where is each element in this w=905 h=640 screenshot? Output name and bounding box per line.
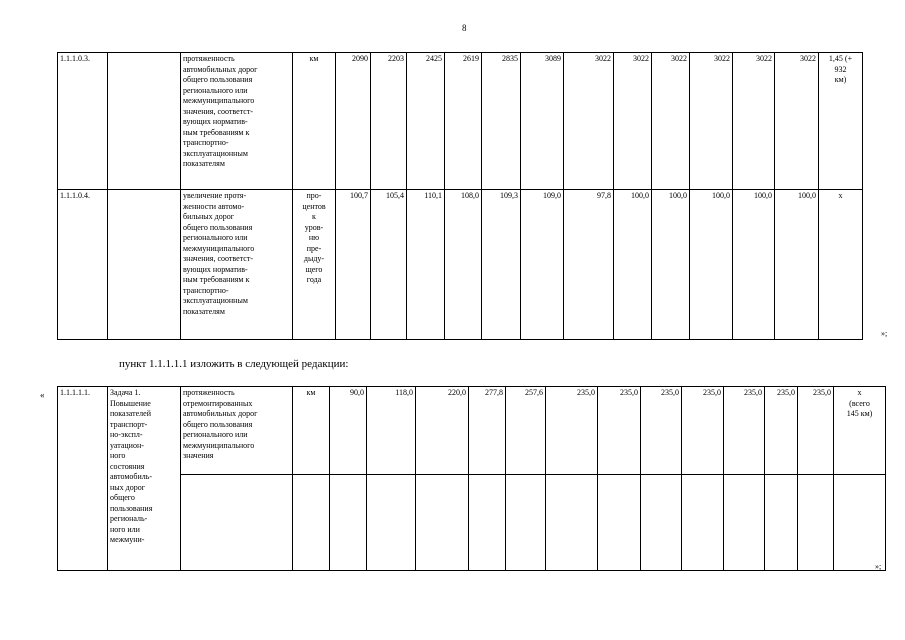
row-value: 2835 xyxy=(482,53,521,190)
row-value: 3022 xyxy=(652,53,690,190)
row-total: х xyxy=(819,190,863,340)
table-row xyxy=(58,53,863,190)
row-value: 3022 xyxy=(690,53,733,190)
row-value: 2090 xyxy=(336,53,371,190)
row-value: 2619 xyxy=(445,53,482,190)
row-value: 3022 xyxy=(614,53,652,190)
row-value: 108,0 xyxy=(445,190,482,340)
empty-cell xyxy=(416,475,469,571)
row-total: 1,45 (+ 932 км) xyxy=(819,53,863,190)
row-value: 235,0 xyxy=(724,387,765,475)
row-unit: км xyxy=(293,53,336,190)
row-unit: про- центов к уров- ню пре- дыду- щего года xyxy=(293,190,336,340)
empty-cell xyxy=(330,475,367,571)
row-total: х (всего 145 км) xyxy=(834,387,886,475)
row-value: 105,4 xyxy=(371,190,407,340)
table-row xyxy=(58,387,886,475)
opening-quote: « xyxy=(40,390,45,400)
empty-cell xyxy=(798,475,834,571)
row-value: 97,8 xyxy=(564,190,614,340)
row-task xyxy=(108,190,181,340)
row-value: 109,3 xyxy=(482,190,521,340)
empty-cell xyxy=(506,475,546,571)
row-code: 1.1.1.0.4. xyxy=(58,190,108,340)
page-number: 8 xyxy=(462,23,467,33)
row-value: 235,0 xyxy=(682,387,724,475)
row-value: 100,0 xyxy=(652,190,690,340)
row-value: 235,0 xyxy=(641,387,682,475)
row-value: 3089 xyxy=(521,53,564,190)
row-value: 3022 xyxy=(564,53,614,190)
row-value: 90,0 xyxy=(330,387,367,475)
row-value: 109,0 xyxy=(521,190,564,340)
row-value: 257,6 xyxy=(506,387,546,475)
row-value: 100,0 xyxy=(733,190,775,340)
row-value: 3022 xyxy=(733,53,775,190)
row-value: 100,0 xyxy=(614,190,652,340)
row-value: 100,0 xyxy=(690,190,733,340)
row-value: 3022 xyxy=(775,53,819,190)
table-row xyxy=(58,190,863,340)
row-value: 235,0 xyxy=(598,387,641,475)
empty-cell xyxy=(367,475,416,571)
empty-cell xyxy=(724,475,765,571)
row-value: 2425 xyxy=(407,53,445,190)
closing-quote: »; xyxy=(875,562,882,571)
indicators-table-top xyxy=(57,52,863,340)
empty-cell xyxy=(181,475,293,571)
empty-cell xyxy=(293,475,330,571)
indicators-table-bottom xyxy=(57,386,886,571)
row-value: 100,7 xyxy=(336,190,371,340)
row-value: 235,0 xyxy=(798,387,834,475)
row-unit: км xyxy=(293,387,330,475)
row-value: 277,8 xyxy=(469,387,506,475)
empty-cell xyxy=(598,475,641,571)
table-row xyxy=(58,475,886,571)
row-task xyxy=(108,53,181,190)
row-value: 100,0 xyxy=(775,190,819,340)
row-code: 1.1.1.0.3. xyxy=(58,53,108,190)
closing-quote: »; xyxy=(881,329,888,338)
row-value: 110,1 xyxy=(407,190,445,340)
empty-cell xyxy=(641,475,682,571)
empty-cell xyxy=(546,475,598,571)
empty-cell xyxy=(834,475,886,571)
row-value: 118,0 xyxy=(367,387,416,475)
row-task: Задача 1. Повышение показателей транспорт- но-экспл- уатацион- ного состояния автомобиль- ных дорог общего пользования региональ- ного или межмуни- xyxy=(108,387,181,571)
row-indicator: протяженность отремонтированных автомобильных дорог общего пользования регионального или межмуниципального значения xyxy=(181,387,293,475)
row-code: 1.1.1.1.1. xyxy=(58,387,108,571)
empty-cell xyxy=(469,475,506,571)
row-value: 235,0 xyxy=(765,387,798,475)
amendment-paragraph: пункт 1.1.1.1.1 изложить в следующей редакции: xyxy=(119,358,349,370)
row-value: 220,0 xyxy=(416,387,469,475)
row-indicator: протяженность автомобильных дорог общего пользования регионального или межмуниципального значения, соответст- вующих норматив- ным требованиям к транспортно- эксплуатационным показателям xyxy=(181,53,293,190)
row-value: 235,0 xyxy=(546,387,598,475)
row-value: 2203 xyxy=(371,53,407,190)
empty-cell xyxy=(765,475,798,571)
empty-cell xyxy=(682,475,724,571)
row-indicator: увеличение протя- женности автомо- бильных дорог общего пользования регионального или межмуниципального значения, соответст- вующих норматив- ным требованиям к транспортно- эксплуатационным показателям xyxy=(181,190,293,340)
